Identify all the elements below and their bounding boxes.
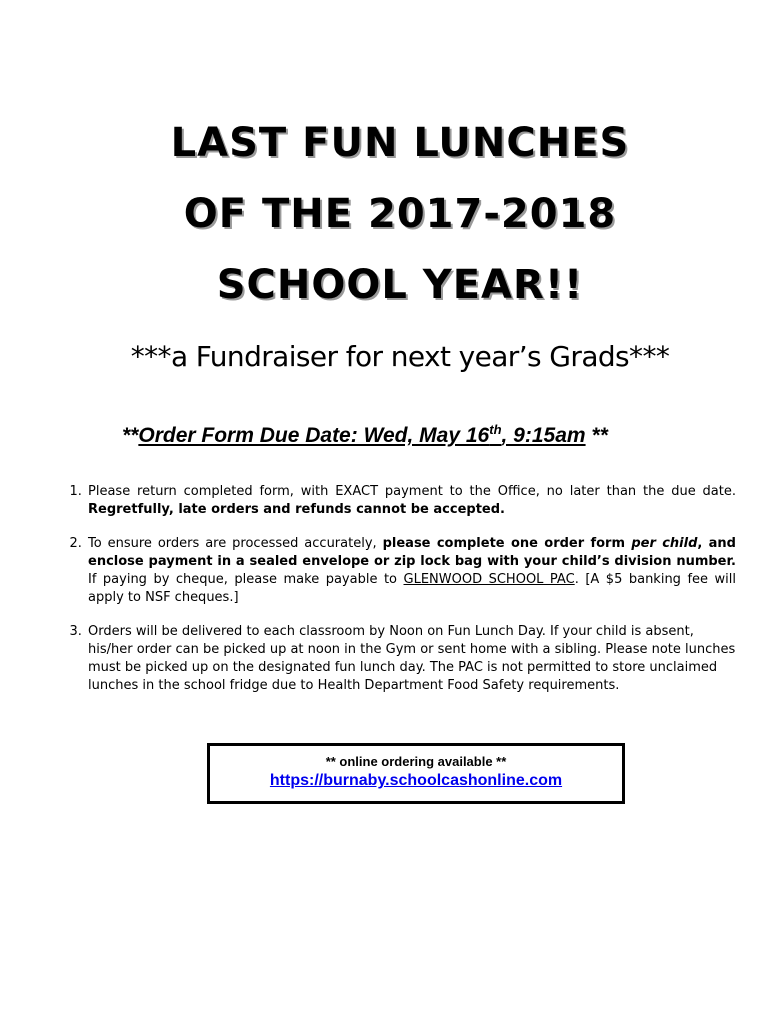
online-ordering-label: ** online ordering available ** bbox=[325, 754, 507, 769]
due-prefix: ** bbox=[122, 424, 139, 447]
due-suffix: ** bbox=[585, 424, 608, 447]
item-1-text: Please return completed form, with EXACT payment to the Office, no later than the due date. bbox=[88, 484, 736, 499]
item-2-text-a: To ensure orders are processed accurately, bbox=[88, 536, 383, 551]
payee-name: GLENWOOD SCHOOL PAC bbox=[403, 572, 575, 587]
online-ordering-link[interactable]: https://burnaby.schoolcashonline.com bbox=[269, 772, 563, 789]
due-label: Order Form Due Date: Wed, May 16 bbox=[138, 424, 490, 447]
title-line-2: OF THE 2017-2018 bbox=[183, 191, 617, 237]
list-item bbox=[86, 483, 736, 519]
item-2-text-c: . [A $5 banking fee will apply to NSF cheques.] bbox=[88, 572, 736, 605]
item-2-bold-a: please complete one order form bbox=[382, 536, 632, 551]
due-superscript: th bbox=[489, 422, 502, 437]
item-1-bold: Regretfully, late orders and refunds cannot be accepted. bbox=[88, 502, 505, 517]
due-time: , 9:15am bbox=[501, 424, 586, 447]
list-item bbox=[86, 623, 736, 695]
item-2-text-b: If paying by cheque, please make payable to bbox=[88, 572, 404, 587]
page-title bbox=[0, 108, 770, 321]
item-2-bold-b: , and enclose payment in a sealed envelope or zip lock bag with your child’s division number. bbox=[88, 536, 736, 569]
due-date-text bbox=[138, 424, 585, 447]
title-line-3: SCHOOL YEAR!! bbox=[216, 262, 584, 308]
title-line-1: LAST FUN LUNCHES bbox=[170, 120, 630, 166]
list-item bbox=[86, 535, 736, 607]
due-date-line bbox=[122, 424, 608, 448]
item-3-text: Orders will be delivered to each classroom by Noon on Fun Lunch Day. If your child is absent, his/her order can be picked up at noon in the Gym or sent home with a sibling. Please note lunches must be picked up on the designated fun lunch day. The PAC is not permitted to store unclaimed lunches in the school fridge due to Health Department Food Safety requirements. bbox=[88, 624, 736, 693]
item-2-italic: per child bbox=[631, 536, 698, 551]
online-ordering-box bbox=[207, 743, 625, 804]
fundraiser-subtitle: ***a Fundraiser for next year’s Grads*** bbox=[130, 340, 670, 373]
instructions-list bbox=[56, 483, 736, 711]
